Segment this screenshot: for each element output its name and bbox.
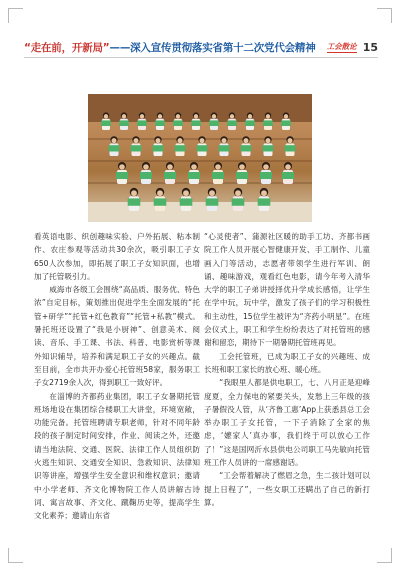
photo-children: [88, 94, 312, 222]
body-paragraph: “心灵使者”、蒲源社区暖的助手工坊、齐都书画院工作人员开展心智健康开发、手工制作、儿童画入门等活动，志愿者带领学生进行军训、朗诵、趣味游戏，观看红色电影，请今年考入清华大学的职工子弟讲授择优升学成长感悟，让学生在学中玩，玩中学，激发了孩子们的学习积极性和主动性，15位学生被评为“齐药小明星”。在班会仪式上，职工和学生纷纷表达了对托管班的感谢和留恋，期待下一期暑期托管班再见。: [204, 232, 370, 348]
child-figure: [155, 112, 165, 130]
body-paragraph: 看英语电影、织创趣味实验、户外拓展、粘本制作、农庄参观等活动共30余次，吸引职工子女650人次参加，即拓展了职工子女知识面，也增加了托管吸引力。: [34, 232, 200, 281]
child-figure: [180, 188, 193, 211]
child-figure: [153, 136, 164, 156]
child-figure: [137, 112, 147, 130]
child-figure: [258, 188, 271, 211]
child-figure: [281, 112, 291, 130]
child-figure: [245, 112, 255, 130]
crop-mark-bottom-right: [377, 548, 392, 563]
child-figure: [197, 136, 208, 156]
child-figure: [209, 112, 219, 130]
child-figure: [206, 188, 219, 211]
child-figure: [188, 162, 200, 184]
title-slogan: “走在前，开新局”: [24, 41, 110, 54]
crop-mark-top-right: [377, 8, 392, 23]
child-figure: [241, 136, 252, 156]
title-subtitle: ——深入宣传贯彻落实省第十二次党代会精神: [109, 41, 316, 54]
child-figure: [219, 136, 230, 156]
child-figure: [260, 162, 272, 184]
group-photo: [88, 94, 312, 222]
child-figure: [263, 136, 274, 156]
child-figure: [116, 162, 128, 184]
child-figure: [101, 112, 111, 130]
section-tag: 工会散论: [326, 41, 357, 51]
child-figure: [131, 136, 142, 156]
child-figure: [227, 112, 237, 130]
crop-mark-top-left: [8, 8, 23, 23]
child-figure: [154, 188, 167, 211]
body-paragraph: “工会帮着解决了燃眉之急，生二孩计划可以提上日程了”，一些女职工还瞒出了自己的新打算。: [204, 471, 370, 507]
left-text-column: [34, 230, 200, 523]
child-figure: [212, 162, 224, 184]
body-paragraph: 在淄博的齐都药业集团，职工子女暑期托管班场地设在集团综合楼职工大讲堂，环境宽敞，功能完备。托管班聘请专职老师，针对不同年龄段的孩子制定时间安排，作业、阅读之外，还邀请当地法院、交通、医院、法律工作人员组织防火逃生知识、交通安全知识、急救知识、法律知识等讲座，增强学生安全意识和维权意识；邀请中小学老师、齐文化博物院工作人员讲解古诗词、寓言故事、齐文化、蹴鞠历史等，提高学生文化素养；邀请山东省: [34, 391, 200, 521]
child-figure: [285, 136, 296, 156]
child-figure: [109, 136, 120, 156]
child-figure: [173, 112, 183, 130]
child-figure: [119, 112, 129, 130]
child-figure: [232, 188, 245, 211]
right-text-column: [204, 230, 370, 509]
child-figure: [282, 162, 294, 184]
header-rule: [24, 57, 378, 58]
child-figure: [128, 188, 141, 211]
child-figure: [236, 162, 248, 184]
child-figure: [175, 136, 186, 156]
page-number: 15: [362, 40, 378, 54]
body-paragraph: “我眼里人都是供电职工，七、八月正是迎峰度夏，全力保电的紧要关头，发愁上三年级的孩子暑假没人管，从‘齐鲁工惠’App上获悉县总工会举办职工子女托管，一下子消除了全家的焦虑，‘嬷家人’真办事，我们终于可以放心工作了！”这是国网沂水县供电公司职工马先敏向托管班工作人员讲的一席感谢话。: [204, 378, 370, 468]
child-figure: [140, 162, 152, 184]
body-paragraph: 威海市各级工会围绕“高品质、服务优、特色浓”自定目标，策划推出促进学生全面发展的“托管+研学”“托管+红色教育”“托管+私教”模式。暑托班还设置了“我是小厨神”、创意美术、阅读、音乐、手工课、书法、科普、电影赏析等课外知识辅导，培养和满足职工子女的兴趣点。截至目前，全市共开办爱心托管班58家，服务职工子女2719余人次，得到职工一致好评。: [34, 285, 200, 388]
body-paragraph: 工会托管班，已成为职工子女的兴趣班、成长班和职工家长的放心班、暖心班。: [204, 351, 370, 374]
child-figure: [191, 112, 201, 130]
page-header: [24, 40, 378, 54]
crop-mark-bottom-left: [8, 548, 23, 563]
page-title: [24, 40, 316, 55]
child-figure: [164, 162, 176, 184]
header-right: [327, 41, 378, 54]
child-figure: [263, 112, 273, 130]
